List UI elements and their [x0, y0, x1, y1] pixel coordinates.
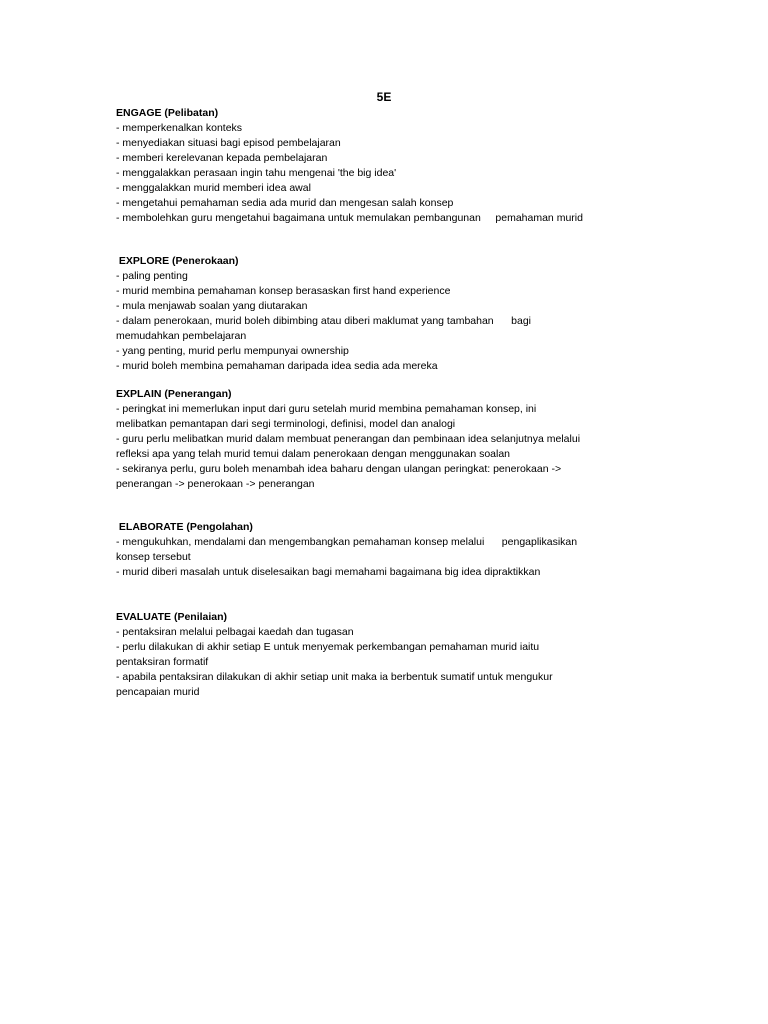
section-line: - pentaksiran melalui pelbagai kaedah dan tugasan — [116, 626, 354, 638]
section-line: - mengetahui pemahaman sedia ada murid dan mengesan salah konsep — [116, 197, 454, 209]
section-heading-elaborate: ELABORATE (Pengolahan) — [116, 521, 253, 533]
section-line: - memberi kerelevanan kepada pembelajaran — [116, 152, 328, 164]
section-line: - menyediakan situasi bagi episod pembelajaran — [116, 137, 341, 149]
section-line: - peringkat ini memerlukan input dari guru setelah murid membina pemahaman konsep, ini — [116, 403, 537, 415]
section-line: - paling penting — [116, 270, 188, 282]
section-line: - guru perlu melibatkan murid dalam membuat penerangan dan pembinaan idea selanjutnya melalui — [116, 433, 581, 445]
section-line: - memperkenalkan konteks — [116, 122, 243, 134]
section-line: - murid boleh membina pemahaman daripada idea sedia ada mereka — [116, 360, 438, 372]
section-heading-explain: EXPLAIN (Penerangan) — [116, 388, 232, 400]
section-line: - yang penting, murid perlu mempunyai ownership — [116, 345, 349, 357]
section-line: - dalam penerokaan, murid boleh dibimbing atau diberi maklumat yang tambahan bagi — [116, 315, 531, 327]
section-line: pentaksiran formatif — [116, 656, 209, 668]
section-evaluate — [116, 610, 656, 700]
section-heading-explore: EXPLORE (Penerokaan) — [116, 255, 239, 267]
section-line: - murid diberi masalah untuk diselesaikan bagi memahami bagaimana big idea dipraktikkan — [116, 566, 541, 578]
section-explain — [116, 387, 656, 492]
section-line: refleksi apa yang telah murid temui dalam penerokaan dengan menggunakan soalan — [116, 448, 511, 460]
section-engage — [116, 106, 656, 226]
section-line: memudahkan pembelajaran — [116, 330, 247, 342]
section-line: melibatkan pemantapan dari segi terminologi, definisi, model dan analogi — [116, 418, 456, 430]
section-line: - mengukuhkan, mendalami dan mengembangkan pemahaman konsep melalui pengaplikasikan — [116, 536, 578, 548]
section-line: - menggalakkan murid memberi idea awal — [116, 182, 311, 194]
section-heading-evaluate: EVALUATE (Penilaian) — [116, 611, 228, 623]
section-line: - sekiranya perlu, guru boleh menambah idea baharu dengan ulangan peringkat: penerokaan -> — [116, 463, 562, 475]
section-line: - mula menjawab soalan yang diutarakan — [116, 300, 308, 312]
section-line: - apabila pentaksiran dilakukan di akhir setiap unit maka ia berbentuk sumatif untuk mengukur — [116, 671, 553, 683]
section-heading-engage: ENGAGE (Pelibatan) — [116, 107, 219, 119]
section-elaborate — [116, 520, 656, 580]
section-line: pencapaian murid — [116, 686, 200, 698]
document-title: 5E — [376, 90, 392, 104]
section-explore — [116, 254, 656, 374]
section-line: - membolehkan guru mengetahui bagaimana untuk memulakan pembangunan pemahaman murid — [116, 212, 583, 224]
section-line: - murid membina pemahaman konsep berasaskan first hand experience — [116, 285, 451, 297]
section-line: - menggalakkan perasaan ingin tahu mengenai 'the big idea' — [116, 167, 397, 179]
section-line: - perlu dilakukan di akhir setiap E untuk menyemak perkembangan pemahaman murid iaitu — [116, 641, 540, 653]
section-line: konsep tersebut — [116, 551, 191, 563]
section-line: penerangan -> penerokaan -> penerangan — [116, 478, 315, 490]
